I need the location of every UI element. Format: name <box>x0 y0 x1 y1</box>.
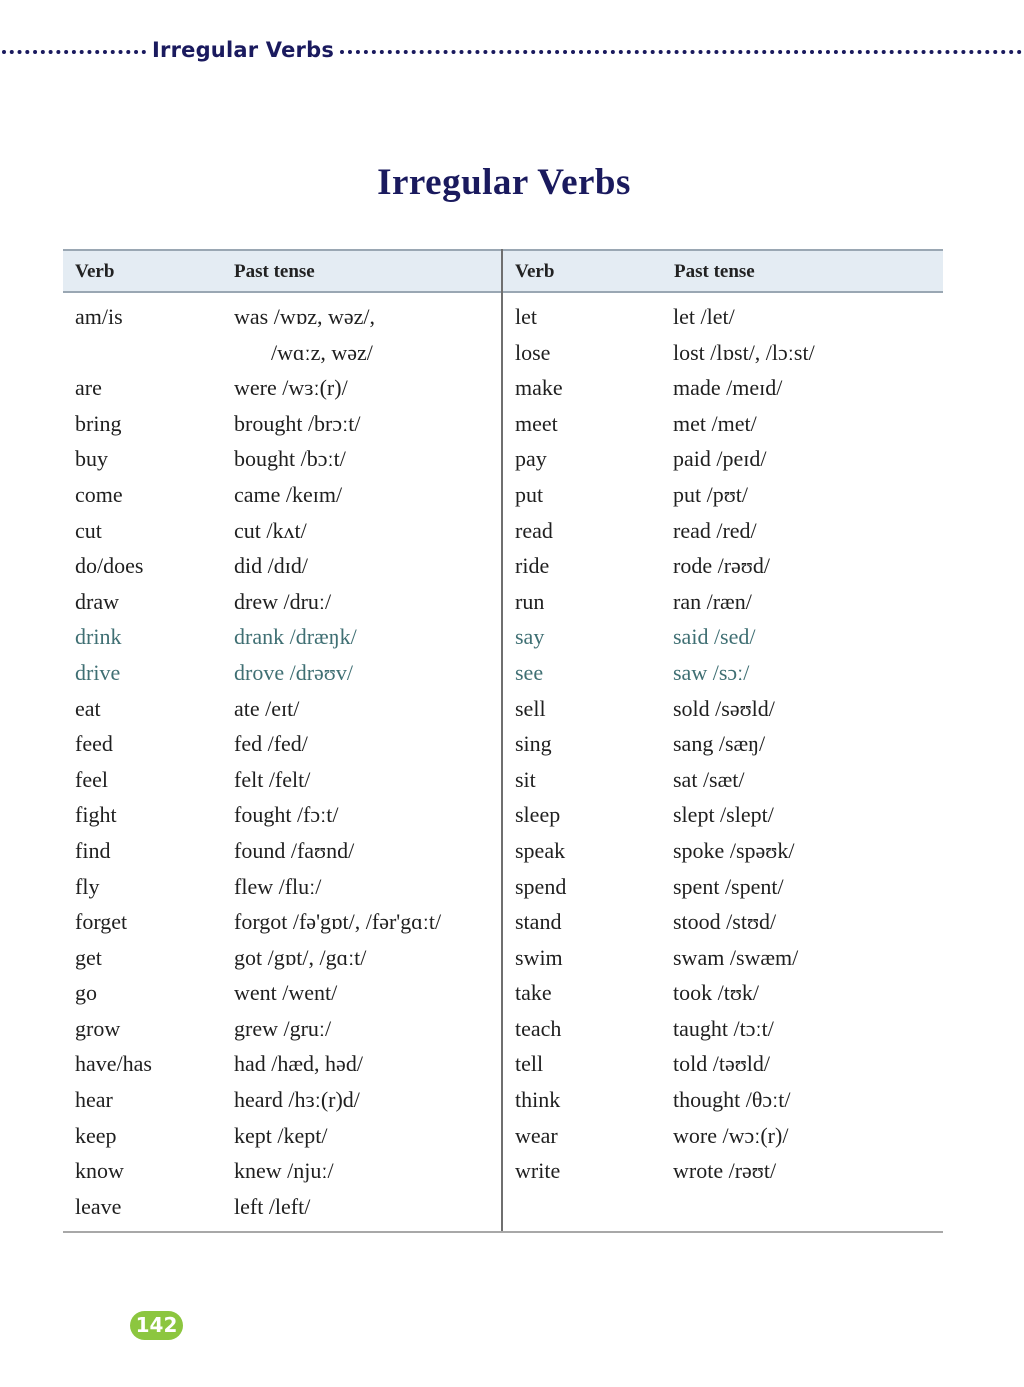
table-row <box>63 586 499 622</box>
verb-cell: fly <box>75 873 100 899</box>
past-tense-cell: heard /hɜː(r)d/ <box>234 1087 360 1113</box>
past-tense-cell: went /went/ <box>234 980 338 1006</box>
table-row <box>63 1191 499 1227</box>
table-row <box>63 977 499 1013</box>
verb-cell: have/has <box>75 1051 152 1077</box>
past-tense-cell: rode /rəʊd/ <box>673 553 770 579</box>
past-tense-cell: slept /slept/ <box>673 802 774 828</box>
past-tense-cell: found /faʊnd/ <box>234 837 355 863</box>
running-header-title: Irregular Verbs <box>152 38 335 62</box>
past-tense-cell: stood /stʊd/ <box>673 909 777 935</box>
verb-cell: go <box>75 980 97 1006</box>
verb-cell: do/does <box>75 553 144 579</box>
verb-cell: get <box>75 944 102 970</box>
left-verb-list <box>63 301 499 1226</box>
past-tense-cell: swam /swæm/ <box>673 944 799 970</box>
verb-cell: drink <box>75 624 122 650</box>
table-row <box>63 408 499 444</box>
verb-cell: write <box>515 1158 561 1184</box>
table-row <box>63 301 499 337</box>
past-tense-cell: said /sed/ <box>673 624 756 650</box>
verb-cell: spend <box>515 873 567 899</box>
past-tense-cell: sat /sæt/ <box>673 766 745 792</box>
table-row <box>63 479 499 515</box>
table-row <box>503 301 943 337</box>
past-tense-cell: were /wɜː(r)/ <box>234 375 348 401</box>
verb-cell: read <box>515 517 553 543</box>
table-row <box>503 621 943 657</box>
past-tense-cell: fought /fɔːt/ <box>234 802 339 828</box>
past-tense-cell: felt /felt/ <box>234 766 311 792</box>
verb-cell: make <box>515 375 563 401</box>
table-row <box>503 586 943 622</box>
past-tense-cell: made /meɪd/ <box>673 375 783 401</box>
past-tense-cell: thought /θɔːt/ <box>673 1087 791 1113</box>
past-tense-cell: paid /peɪd/ <box>673 446 767 472</box>
past-tense-cell: cut /kʌt/ <box>234 517 307 543</box>
verb-cell: eat <box>75 695 101 721</box>
header-verb-right: Verb <box>515 261 555 282</box>
past-tense-cell: forgot /fə'gɒt/, /fər'gɑːt/ <box>234 909 442 935</box>
table-row <box>63 1013 499 1049</box>
past-tense-cell: told /təʊld/ <box>673 1051 771 1077</box>
table-row <box>63 799 499 835</box>
past-tense-cell: wore /wɔː(r)/ <box>673 1122 789 1148</box>
table-row <box>503 764 943 800</box>
past-tense-cell: knew /njuː/ <box>234 1158 334 1184</box>
verb-cell: come <box>75 481 123 507</box>
past-tense-cell: read /red/ <box>673 517 757 543</box>
table-row <box>503 443 943 479</box>
verb-cell: feed <box>75 731 113 757</box>
verb-cell: sing <box>515 731 552 757</box>
past-tense-cell: lost /lɒst/, /lɔːst/ <box>673 339 815 365</box>
table-row <box>63 871 499 907</box>
past-tense-cell: let /let/ <box>673 304 735 329</box>
table-row <box>503 372 943 408</box>
past-tense-cell: drew /druː/ <box>234 588 332 614</box>
table-row <box>503 550 943 586</box>
table-row <box>503 942 943 978</box>
past-tense-cell: put /pʊt/ <box>673 481 749 507</box>
table-row <box>63 443 499 479</box>
past-tense-cell: fed /fed/ <box>234 731 308 757</box>
header-past-right: Past tense <box>674 261 755 282</box>
verb-cell: leave <box>75 1193 122 1219</box>
table-row <box>503 906 943 942</box>
verb-cell: run <box>515 588 545 614</box>
past-tense-cell: wrote /rəʊt/ <box>673 1158 777 1184</box>
past-tense-cell: taught /tɔːt/ <box>673 1015 774 1041</box>
verb-cell: take <box>515 980 552 1006</box>
table-row <box>503 835 943 871</box>
past-tense-cell: left /left/ <box>234 1193 311 1219</box>
table-row <box>63 835 499 871</box>
table-row <box>503 408 943 444</box>
table-row <box>503 1084 943 1120</box>
table-row <box>503 871 943 907</box>
table-row <box>503 1120 943 1156</box>
verb-cell: know <box>75 1158 124 1184</box>
table-row <box>63 942 499 978</box>
page-title: Irregular Verbs <box>377 161 631 203</box>
table-row <box>63 764 499 800</box>
table-row <box>503 1048 943 1084</box>
verb-cell: draw <box>75 588 119 614</box>
verb-cell: buy <box>75 446 108 472</box>
running-header <box>0 38 1024 66</box>
table-row <box>503 515 943 551</box>
verb-cell: think <box>515 1087 561 1113</box>
verb-cell: keep <box>75 1122 117 1148</box>
table-row <box>63 1084 499 1120</box>
past-tense-cell: came /keɪm/ <box>234 481 343 507</box>
table-header-band <box>63 249 943 293</box>
table-row <box>63 1048 499 1084</box>
table-row <box>63 693 499 729</box>
verb-cell: feel <box>75 766 108 792</box>
dotted-rule-left <box>2 50 146 54</box>
page-number-badge: 142 <box>130 1311 183 1340</box>
verb-cell: find <box>75 837 111 863</box>
verb-cell: grow <box>75 1015 121 1041</box>
verb-cell: wear <box>515 1122 558 1148</box>
past-tense-cell: saw /sɔː/ <box>673 659 750 685</box>
verb-cell: sleep <box>515 802 561 828</box>
table-row <box>63 1120 499 1156</box>
right-verb-list <box>503 301 943 1191</box>
table-row <box>63 1155 499 1191</box>
table-row <box>63 657 499 693</box>
table-row <box>63 372 499 408</box>
past-tense-cell: kept /kept/ <box>234 1122 328 1148</box>
verb-cell: speak <box>515 837 566 863</box>
verb-cell: sell <box>515 695 546 721</box>
verb-cell: pay <box>515 446 547 472</box>
verb-cell: sit <box>515 766 536 792</box>
table-row <box>63 621 499 657</box>
table-row <box>503 1013 943 1049</box>
verb-cell: put <box>515 481 544 507</box>
past-tense-cell: met /met/ <box>673 410 757 436</box>
past-tense-cell: was /wɒz, wəz/, <box>234 304 376 329</box>
verb-cell: hear <box>75 1087 113 1113</box>
past-tense-cell: sang /sæŋ/ <box>673 731 766 757</box>
verb-cell: drive <box>75 659 121 685</box>
verb-cell: forget <box>75 909 128 935</box>
past-tense-cell: brought /brɔːt/ <box>234 410 361 436</box>
past-tense-cell: spoke /spəʊk/ <box>673 837 795 863</box>
table-row <box>503 479 943 515</box>
dotted-rule-right <box>340 50 1022 54</box>
table-row <box>503 657 943 693</box>
past-tense-cell: ate /eɪt/ <box>234 695 300 721</box>
table-row <box>503 799 943 835</box>
past-tense-cell: did /dɪd/ <box>234 553 308 579</box>
past-tense-cell: took /tʊk/ <box>673 980 760 1006</box>
table-row <box>63 728 499 764</box>
past-tense-cell: sold /səʊld/ <box>673 695 775 721</box>
past-tense-cell: drank /dræŋk/ <box>234 624 357 650</box>
verb-cell: am/is <box>75 304 123 329</box>
verb-cell: say <box>515 624 545 650</box>
verb-cell: teach <box>515 1015 562 1041</box>
table-row <box>63 515 499 551</box>
table-row <box>503 1155 943 1191</box>
verb-cell: see <box>515 659 544 685</box>
verb-cell: stand <box>515 909 562 935</box>
past-tense-cell: ran /ræn/ <box>673 588 752 614</box>
past-tense-cell: got /gɒt/, /gɑːt/ <box>234 944 367 970</box>
verb-cell: ride <box>515 553 550 579</box>
header-past-left: Past tense <box>234 261 315 282</box>
past-tense-cell: /wɑːz, wəz/ <box>271 339 373 365</box>
table-row <box>503 693 943 729</box>
verb-cell: tell <box>515 1051 544 1077</box>
irregular-verbs-table <box>63 249 943 1233</box>
table-row <box>63 337 499 373</box>
table-row <box>503 337 943 373</box>
past-tense-cell: flew /fluː/ <box>234 873 322 899</box>
table-row <box>63 550 499 586</box>
table-row <box>503 977 943 1013</box>
verb-cell: meet <box>515 410 558 436</box>
verb-cell: bring <box>75 410 122 436</box>
verb-cell: cut <box>75 517 102 543</box>
past-tense-cell: grew /gruː/ <box>234 1015 332 1041</box>
table-row <box>63 906 499 942</box>
verb-cell: lose <box>515 339 551 365</box>
verb-cell: swim <box>515 944 563 970</box>
header-verb-left: Verb <box>75 261 115 282</box>
table-row <box>503 728 943 764</box>
verb-cell: are <box>75 375 102 401</box>
verb-cell: fight <box>75 802 117 828</box>
past-tense-cell: had /hæd, həd/ <box>234 1051 363 1077</box>
past-tense-cell: bought /bɔːt/ <box>234 446 346 472</box>
past-tense-cell: spent /spent/ <box>673 873 784 899</box>
past-tense-cell: drove /drəʊv/ <box>234 659 353 685</box>
verb-cell: let <box>515 304 537 329</box>
